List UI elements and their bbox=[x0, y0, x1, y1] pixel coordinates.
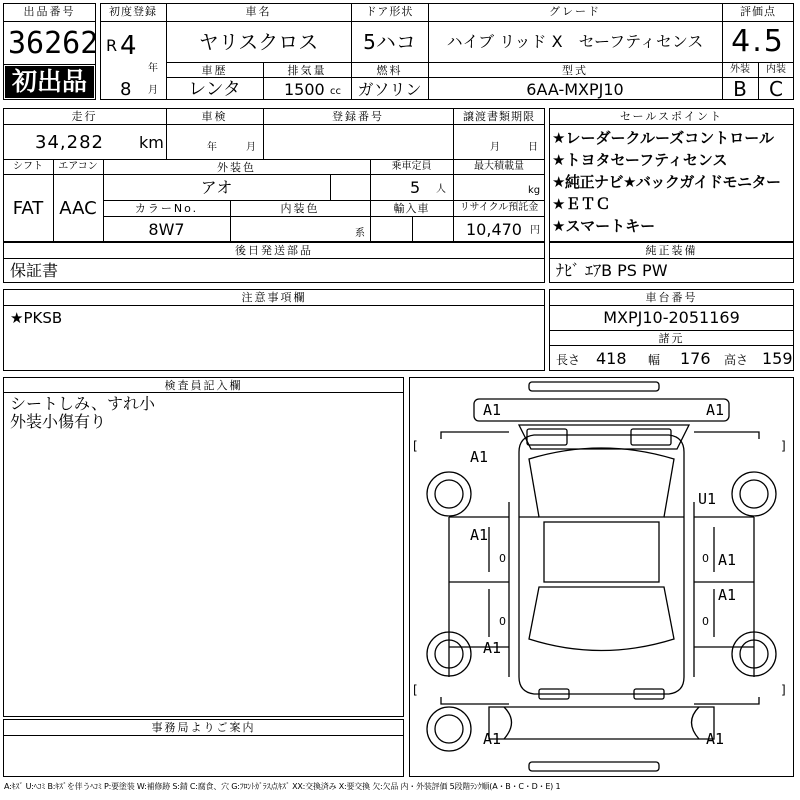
capacity: 5 bbox=[410, 178, 421, 197]
sales-points-header: セールスポイント bbox=[619, 110, 723, 123]
first-reg-header: 初度登録 bbox=[109, 5, 157, 18]
equipment: ﾅﾋﾞ ｴｱB PS PW bbox=[556, 261, 668, 280]
later-parts: 保証書 bbox=[10, 261, 59, 280]
int-color-header: 内装色 bbox=[280, 202, 320, 215]
door-type: 5ハコ bbox=[363, 30, 416, 54]
capacity-header: 乗車定員 bbox=[391, 161, 432, 172]
sales-point-item: ★レーダークルーズコントロール bbox=[552, 129, 774, 147]
length-label: 長さ bbox=[556, 353, 581, 367]
car-outline-diagram bbox=[409, 377, 794, 777]
recycle-header: リサイクル預託金 bbox=[459, 202, 539, 213]
sales-point-item: ★純正ナビ★バックガイドモニター bbox=[552, 173, 781, 191]
damage-mark: A1 bbox=[483, 639, 502, 657]
inspection-month-unit: 月 bbox=[246, 142, 256, 153]
model-code: 6AA-MXPJ10 bbox=[526, 80, 624, 99]
reg-no-header: 登録番号 bbox=[332, 110, 384, 123]
height-label: 高さ bbox=[724, 353, 749, 367]
details-grid bbox=[3, 108, 545, 242]
inspector-header: 検査員記入欄 bbox=[164, 379, 243, 392]
displacement-unit: cc bbox=[330, 86, 341, 97]
zero-mark: 0 bbox=[499, 552, 506, 565]
inspector-line: シートしみ、すれ小 bbox=[10, 394, 155, 413]
recycle-unit: 円 bbox=[530, 225, 540, 236]
exterior-score: B bbox=[733, 77, 747, 101]
sales-point-item: ★ＥＴＣ bbox=[552, 195, 611, 213]
max-load-header: 最大積載量 bbox=[474, 161, 524, 172]
sales-point-item: ★スマートキー bbox=[552, 217, 656, 235]
notes: ★PKSB bbox=[10, 309, 63, 327]
first-reg-month-unit: 月 bbox=[148, 85, 158, 96]
damage-mark: A1 bbox=[718, 586, 737, 604]
equipment-header: 純正装備 bbox=[645, 244, 698, 257]
damage-mark: A1 bbox=[470, 448, 489, 466]
shift-header: シフト bbox=[13, 161, 43, 172]
mileage: 34,282 bbox=[35, 132, 104, 153]
later-parts-header: 後日発送部品 bbox=[235, 244, 313, 257]
door-header: ドア形状 bbox=[365, 5, 414, 18]
car-name-header: 車名 bbox=[245, 5, 272, 18]
height: 159 bbox=[762, 349, 793, 368]
fuel-header: 燃料 bbox=[376, 64, 403, 77]
interior-score: C bbox=[769, 77, 783, 101]
width: 176 bbox=[680, 349, 711, 368]
int-color-unit: 系 bbox=[355, 228, 365, 239]
first-reg-month: 8 bbox=[120, 79, 132, 100]
width-label: 幅 bbox=[648, 353, 661, 367]
displacement: 1500 bbox=[284, 80, 325, 99]
aircon: AAC bbox=[59, 198, 97, 219]
zero-mark: 0 bbox=[499, 615, 506, 628]
capacity-unit: 人 bbox=[436, 184, 446, 195]
import-header: 輸入車 bbox=[393, 202, 430, 215]
chassis-header: 車台番号 bbox=[645, 291, 698, 304]
zero-mark: 0 bbox=[702, 615, 709, 628]
mileage-unit: km bbox=[139, 133, 164, 152]
mileage-header: 走行 bbox=[71, 110, 98, 123]
car-name: ヤリスクロス bbox=[198, 30, 319, 54]
transfer-day-unit: 日 bbox=[528, 142, 538, 153]
inspection-header: 車検 bbox=[201, 110, 228, 123]
damage-mark: U1 bbox=[698, 490, 717, 508]
dims-header: 諸元 bbox=[658, 332, 685, 345]
sales-point-item: ★トヨタセーフティセンス bbox=[552, 151, 728, 169]
damage-mark: A1 bbox=[483, 730, 502, 748]
max-load-unit: kg bbox=[528, 185, 541, 196]
chassis-number: MXPJ10-2051169 bbox=[603, 308, 740, 327]
fuel: ガソリン bbox=[357, 80, 422, 99]
legend: A:ｷｽﾞ U:ﾍｺﾐ B:ｷｽﾞを伴うﾍｺﾐ P:要塗装 W:補修跡 S:錆 C:腐食、穴 G:ﾌﾛﾝﾄｶﾞﾗｽ点ｷｽﾞ XX:交換済み X:要交換 欠:欠品 内・外装評価 5段階ﾗﾝｸ順(A・B・C・D・E) 1 bbox=[4, 782, 561, 791]
exterior-score-header: 外装 bbox=[730, 64, 750, 75]
bracket-mark: [ bbox=[413, 683, 418, 697]
displacement-header: 排気量 bbox=[287, 64, 327, 77]
damage-mark: A1 bbox=[706, 730, 725, 748]
bracket-mark: [ bbox=[413, 439, 418, 453]
bracket-mark: ] bbox=[781, 439, 786, 453]
grade: ハイブ リッド X セーフティセンス bbox=[446, 32, 704, 51]
model-header: 型式 bbox=[562, 64, 588, 77]
first-reg-year: 4 bbox=[120, 31, 137, 61]
score-header: 評価点 bbox=[740, 5, 776, 18]
interior-score-header: 内装 bbox=[766, 64, 786, 75]
lot-number-header: 出品番号 bbox=[23, 5, 76, 18]
overall-score: 4.5 bbox=[731, 24, 785, 59]
length: 418 bbox=[596, 349, 627, 368]
inspection-year-unit: 年 bbox=[207, 142, 217, 153]
first-listing-badge-text: 初出品 bbox=[11, 67, 87, 96]
inspector-line: 外装小傷有り bbox=[10, 412, 107, 431]
notes-header: 注意事項欄 bbox=[241, 291, 307, 304]
color-no: 8W7 bbox=[148, 220, 185, 239]
transfer-header: 譲渡書類期限 bbox=[463, 110, 535, 123]
damage-mark: A1 bbox=[483, 401, 502, 419]
aircon-header: エアコン bbox=[58, 161, 98, 172]
color-no-header: カラーNo. bbox=[134, 202, 199, 215]
ext-color-header: 外装色 bbox=[217, 161, 256, 174]
first-reg-year-unit: 年 bbox=[148, 63, 158, 74]
history-header: 車歴 bbox=[201, 64, 228, 77]
history: レンタ bbox=[188, 79, 241, 100]
ext-color: アオ bbox=[200, 178, 233, 197]
damage-mark: A1 bbox=[470, 526, 489, 544]
first-reg-era: R bbox=[106, 36, 118, 55]
bracket-mark: ] bbox=[781, 683, 786, 697]
lot-number: 36262 bbox=[8, 26, 99, 61]
transfer-month-unit: 月 bbox=[490, 142, 500, 153]
grade-header: グレード bbox=[549, 5, 601, 18]
damage-mark: A1 bbox=[718, 551, 737, 569]
damage-mark: A1 bbox=[706, 401, 725, 419]
recycle-fee: 10,470 bbox=[466, 220, 522, 239]
office-header: 事務局よりご案内 bbox=[151, 721, 256, 734]
shift: FAT bbox=[12, 198, 44, 219]
zero-mark: 0 bbox=[702, 552, 709, 565]
